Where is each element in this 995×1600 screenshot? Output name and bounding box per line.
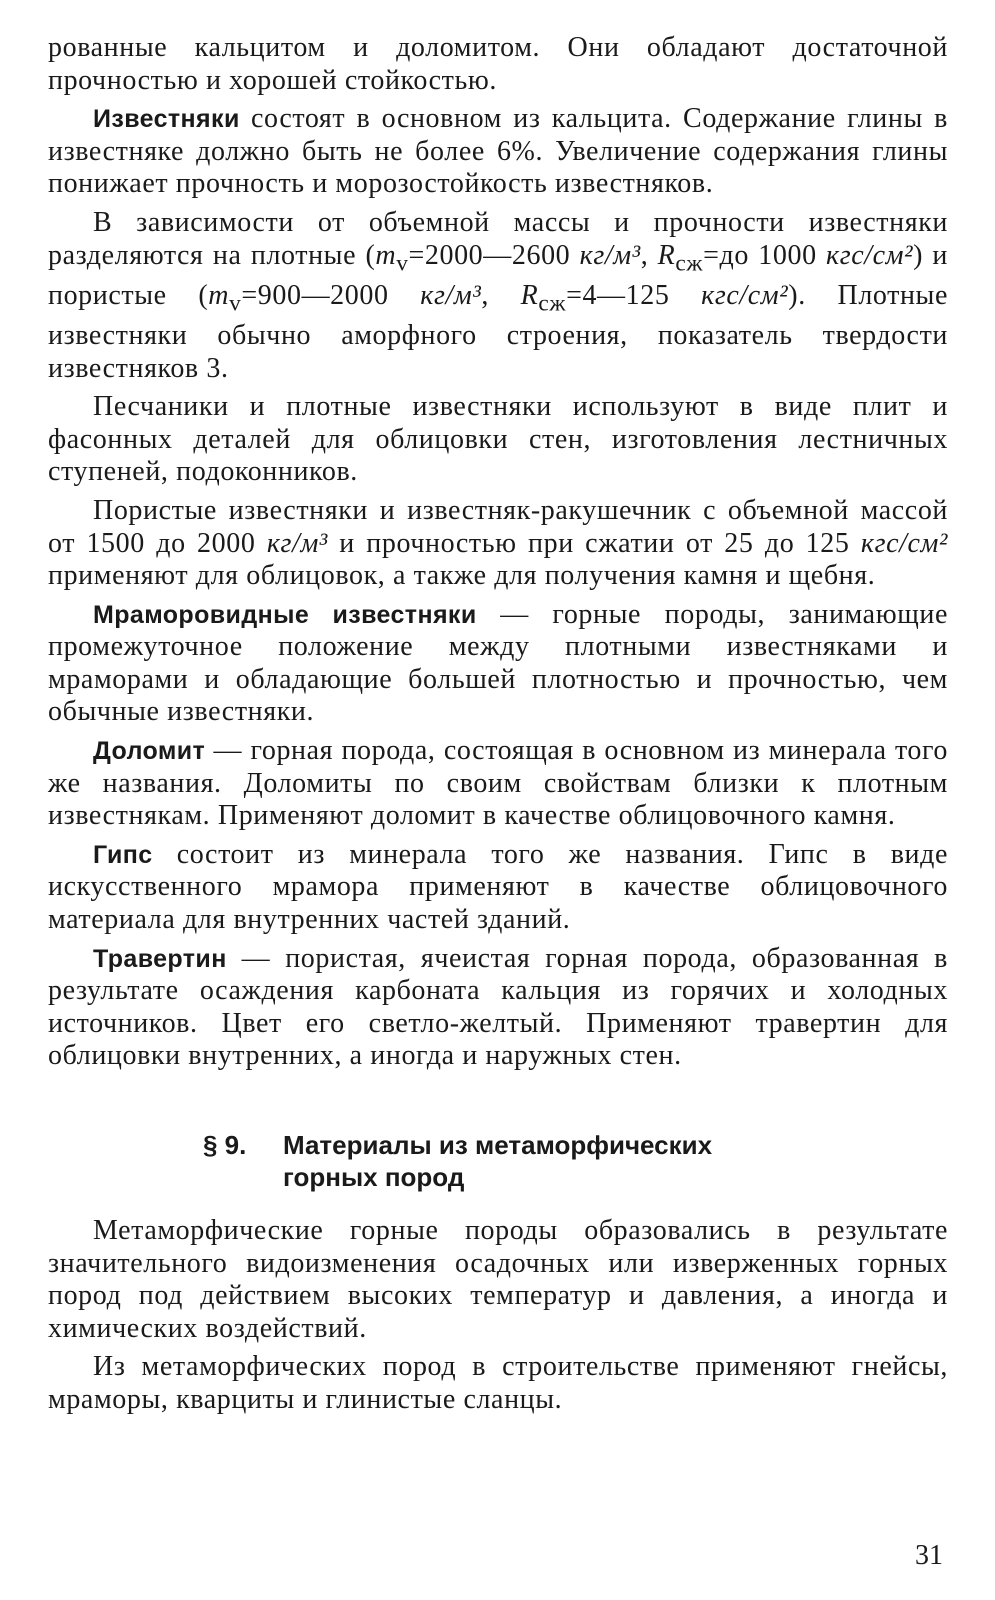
page-number: 31 [915,1540,943,1571]
subscript: v [229,290,242,317]
unit: кгс/см² [860,527,948,559]
text-fragment: =900—2000 [241,279,421,311]
paragraph-metamorphic-use: Из метаморфических пород в строительстве применяют гнейсы, мраморы, кварциты и глинистые сланцы. [48,1351,948,1415]
text-fragment: Пористые известняки и известняк-ракушечник с объемной массой от 1500 до 2000 [48,494,948,559]
paragraph-text: состоит из минерала того же названия. Гипс в виде искусственного мрамора применяют в качестве облицовочного материала для внутренних частей зданий. [48,838,948,936]
paragraph-marble-limestone [48,599,948,729]
text-fragment: , [640,239,658,271]
paragraph-limestone [48,103,948,201]
paragraph-gypsum [48,839,948,937]
paragraph-metamorphic: Метаморфические горные породы образовались в результате значительного видоизменения осадочных или изверженных горных пород под действием высоких температур и давления, а иногда и химических воздействий. [48,1215,948,1344]
section-title-line2: горных пород [283,1162,465,1192]
paragraph-text: — горная порода, состоящая в основном из минерала того же названия. Доломиты по своим свойствам близки к плотным известнякам. Применяют доломит в качестве облицовочного камня. [48,735,948,832]
subscript: сж [538,290,567,317]
paragraph-dolomite [48,735,948,833]
paragraph-limestone-text: состоят в основном из кальцита. Содержание глины в известняке должно быть не более 6%. Увеличение содержания глины понижает прочность и морозостойкость известняков. [48,103,948,200]
text-fragment: ) и пористые ( [48,239,948,311]
term-marble-limestone: Мраморовидные известняки [93,600,477,629]
paragraph-travertine [48,943,948,1073]
unit: кгс/см² [701,279,789,311]
text-fragment: ). Плотные известняки обычно аморфного строения, показатель твердости известняков 3. [48,279,948,384]
unit: кг/м³ [266,527,328,559]
paragraph-text: — горные породы, занимающие промежуточное положение между плотными известняками и мраморами и обладающие большей плотностью и прочностью, чем обычные известняки. [48,598,949,728]
section-title-line1: Материалы из метаморфических [283,1130,713,1160]
paragraph-density [48,207,948,385]
term-dolomite: Доломит [93,737,206,766]
symbol-m: m [375,239,397,271]
term-limestone: Известняки [93,105,240,134]
unit: кг/м³ [579,239,641,271]
symbol-m: m [208,279,230,311]
paragraph-text: — пористая, ячеистая горная порода, образованная в результате осаждения карбоната кальция из горячих и холодных источников. Цвет его светло-желтый. Применяют травертин для облицовки внутренних, а иногда и наружных стен. [48,942,948,1072]
unit: кг/м³ [420,279,482,311]
text-fragment: =2000—2600 [408,239,580,271]
symbol-r: R [520,279,539,311]
page-body [48,32,948,1423]
unit: кгс/см² [826,239,914,271]
subscript: сж [675,250,704,277]
paragraph-continuation: рованные кальцитом и доломитом. Они обладают достаточной прочностью и хорошей стойкостью. [48,32,948,96]
text-fragment: =4—125 [566,279,702,311]
section-heading [48,1129,948,1193]
term-gypsum: Гипс [93,840,153,869]
text-fragment: =до 1000 [703,239,827,271]
term-travertine: Травертин [93,944,227,973]
text-fragment: и прочностью при сжатии от 25 до 125 [327,527,861,559]
text-fragment: , [481,279,521,311]
subscript: v [396,250,409,277]
paragraph-sandstone: Песчаники и плотные известняки используют в виде плит и фасонных деталей для облицовки стен, изготовления лестничных ступеней, подоконников. [48,391,948,488]
text-fragment: В зависимости от объемной массы и прочности известняки разделяются на плотные ( [48,206,948,271]
paragraph-porous [48,495,948,593]
section-number: § 9. [203,1130,247,1160]
symbol-r: R [657,239,676,271]
text-fragment: применяют для облицовок, а также для получения камня и щебня. [48,560,876,592]
